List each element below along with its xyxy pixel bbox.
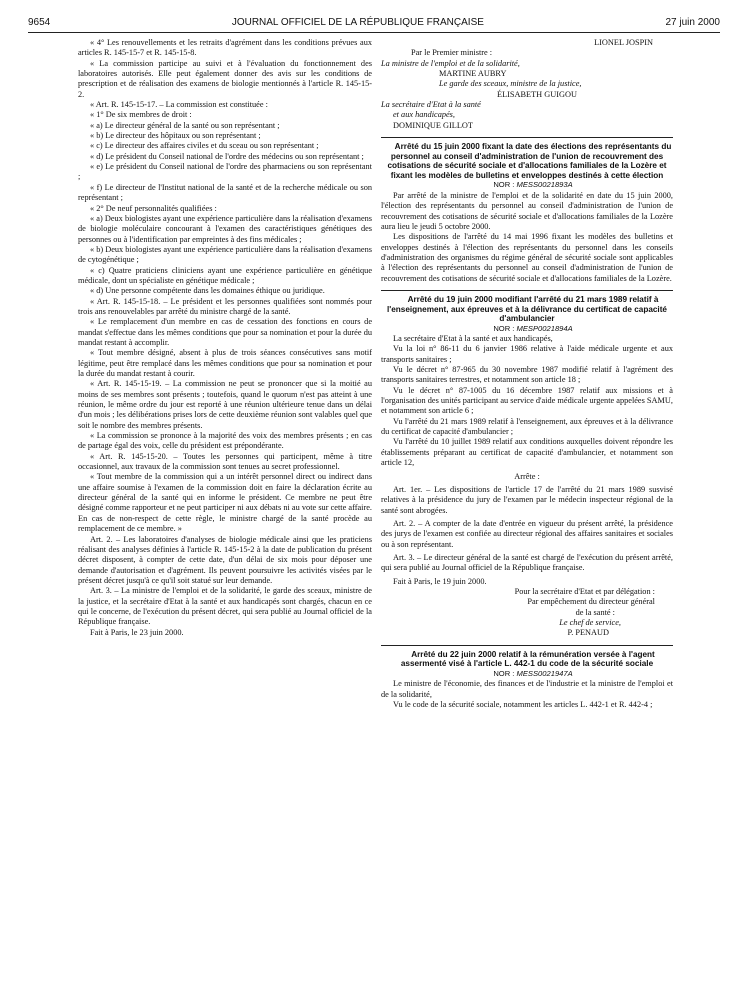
nor-reference: [381, 180, 673, 190]
paragraph: « c) Quatre praticiens cliniciens ayant une expérience particulière en génétique médicale, dont un spécialiste en génétique médicale ;: [78, 265, 372, 285]
paragraph: Vu l'arrêté du 10 juillet 1989 relatif aux conditions auxquelles doivent répondre les établissements préparant au certificat de capacité d'ambulancier, et notamment son article 12,: [381, 437, 673, 468]
minister-name: MARTINE AUBRY: [439, 69, 507, 79]
left-column: [78, 38, 372, 638]
paragraph: « Art. R. 145-15-19. – La commission ne peut se prononcer que si la moitié au moins de ses membres sont présents ; toutefois, quand le quorum n'est pas atteint à une réunion, le même ordre du jour est reporté à une réunion ultérieure tenue dans un délai d'un mois ; les délibérations prises lors de cette deuxième réunion sont valables quel que soit le nombre des membres présents.: [78, 379, 372, 430]
page-number: 9654: [28, 16, 51, 28]
paragraph: « Art. R. 145-15-17. – La commission est constituée :: [90, 100, 268, 110]
section-title: Arrêté du 22 juin 2000 relatif à la rémunération versée à l'agent assermenté visé à l'article L. 442-1 du code de la sécurité sociale: [400, 649, 655, 669]
nor-label: NOR :: [493, 180, 517, 190]
nor-code: MESS0021947A: [516, 668, 573, 678]
nor-reference: [381, 324, 673, 334]
paragraph: « Tout membre de la commission qui a un intérêt personnel direct ou indirect dans une affaire soumise à l'examen de la commission doit en faire la déclaration écrite au directeur général de la santé qui en informe le président. Ce membre ne peut être désigné comme rapporteur et ne peut participer ni aux débats ni au vote sur cette affaire. En cas de non-respect de cette règle, le ministre chargé de la santé procède au remplacement de ce membre. »: [78, 472, 372, 534]
signature-line: de la santé :: [575, 607, 615, 617]
paragraph: Fait à Paris, le 19 juin 2000.: [393, 576, 487, 586]
paragraph: « e) Le président du Conseil national de l'ordre des pharmaciens ou son représentant ;: [78, 162, 372, 182]
pm-line: Par le Premier ministre :: [411, 48, 493, 58]
nor-label: NOR :: [493, 323, 517, 333]
paragraph: Vu le décret n° 87-965 du 30 novembre 1987 modifié relatif à l'agrément des transports sanitaires terrestres, et notamment son article 18 ;: [381, 365, 673, 385]
right-column: [381, 38, 673, 710]
minister-title: Le garde des sceaux, ministre de la justice,: [439, 79, 582, 89]
decree-section: [381, 137, 673, 284]
paragraph: Fait à Paris, le 23 juin 2000.: [90, 627, 184, 637]
nor-code: MESS0021893A: [516, 180, 573, 190]
minister-name: DOMINIQUE GILLOT: [393, 120, 473, 130]
paragraph: La secrétaire d'Etat à la santé et aux handicapés,: [393, 334, 553, 344]
paragraph: « Art. R. 145-15-20. – Toutes les personnes qui participent, même à titre occasionnel, aux travaux de la commission sont tenues au secret professionnel.: [78, 451, 372, 472]
paragraph: Par arrêté de la ministre de l'emploi et de la solidarité en date du 15 juin 2000, l'élection des représentants du personnel au conseil d'administration de l'union de recouvrement des cotisations de sécurité sociale et d'allocations familiales de la Lozère aura lieu le jeudi 5 octobre 2000.: [381, 190, 673, 231]
signature-line: Le chef de service,: [559, 617, 621, 627]
paragraph: « Le remplacement d'un membre en cas de cessation des fonctions en cours de mandat s'effectue dans les mêmes conditions que pour sa nomination et pour la durée du mandat restant à accomplir.: [78, 317, 372, 347]
header-rule: [28, 32, 720, 33]
paragraph: « c) Le directeur des affaires civiles et du sceau ou son représentant ;: [90, 141, 319, 151]
paragraph: « 4° Les renouvellements et les retraits d'agrément dans les conditions prévues aux articles R. 145-15-7 et R. 145-15-8.: [78, 38, 372, 58]
paragraph: « a) Le directeur général de la santé ou son représentant ;: [90, 120, 280, 130]
arrete-heading: Arrête :: [514, 471, 540, 481]
signature-block: [381, 38, 673, 131]
paragraph: Vu la loi n° 86-11 du 6 janvier 1986 relative à l'aide médicale urgente et aux transports sanitaires ;: [381, 344, 673, 364]
paragraph: « b) Le directeur des hôpitaux ou son représentant ;: [90, 131, 261, 141]
nor-reference: [381, 669, 673, 679]
paragraph: Les dispositions de l'arrêté du 14 mai 1996 fixant les modèles des bulletins et enveloppes destinés à l'élection des représentants du personnel dans les conseils d'administration des organismes du régime général de sécurité sociale sont applicables à l'élection des représentants du personnel au conseil d'administration de l'union de recouvrement des cotisations de sécurité sociale et d'allocations familiales de la Lozère.: [381, 232, 673, 283]
page-header: [28, 14, 720, 30]
minister-name: ÉLISABETH GUIGOU: [497, 89, 577, 99]
paragraph: « d) Une personne compétente dans les domaines éthique ou juridique.: [90, 286, 325, 296]
paragraph: Vu le code de la sécurité sociale, notamment les articles L. 442-1 et R. 442-4 ;: [393, 699, 653, 709]
issue-date: 27 juin 2000: [665, 16, 720, 28]
paragraph: Art. 3. – La ministre de l'emploi et de la solidarité, le garde des sceaux, ministre de la justice, et la secrétaire d'Etat à la santé et aux handicapés sont chargés, chacun en ce qui le concerne, de l'exécution du présent décret, qui sera publié au Journal officiel de la République française.: [78, 586, 372, 627]
section-signature: [381, 587, 673, 639]
paragraph: « 2° De neuf personnalités qualifiées :: [90, 203, 217, 213]
journal-title: JOURNAL OFFICIEL DE LA RÉPUBLIQUE FRANÇAISE: [231, 16, 484, 28]
paragraph: « a) Deux biologistes ayant une expérience particulière dans la réalisation d'examens de biologie moléculaire concourant à l'examen des caractéristiques génétiques des personnes ou à l'identification par empreintes à des fins médicales ;: [78, 213, 372, 244]
pm-name: LIONEL JOSPIN: [594, 38, 653, 47]
paragraph: Le ministre de l'économie, des finances et de l'industrie et la ministre de l'emploi et de la solidarité,: [381, 679, 673, 699]
nor-label: NOR :: [493, 668, 517, 678]
paragraph: Vu l'arrêté du 21 mars 1989 relatif à l'enseignement, aux épreuves et à la délivrance du certificat de capacité d'ambulancier ;: [381, 416, 673, 437]
paragraph: « Art. R. 145-15-18. – Le président et les personnes qualifiées sont nommés pour trois ans renouvelables par arrêté du ministre chargé de la santé.: [78, 296, 372, 316]
paragraph: « La commission se prononce à la majorité des voix des membres présents ; en cas de partage égal des voix, celle du président est prépondérante.: [78, 431, 372, 451]
paragraph: « 1° De six membres de droit :: [90, 110, 192, 120]
paragraph: « b) Deux biologistes ayant une expérience particulière dans la réalisation d'examens de cytogénétique ;: [78, 244, 372, 265]
minister-title: La secrétaire d'Etat à la santé: [381, 100, 481, 110]
minister-title: La ministre de l'emploi et de la solidarité,: [381, 58, 520, 68]
paragraph: Art. 2. – Les laboratoires d'analyses de biologie médicale ainsi que les praticiens réalisant des analyses définies à l'article R. 145-15-2 à la date de publication du présent décret disposent, à compter de cette date, d'un délai de six mois pour déposer une demande d'autorisation et d'agrément. Ils peuvent poursuivre les activités visées par le présent décret jusqu'à ce qu'il soit statué sur leur demande.: [78, 534, 372, 585]
paragraph: Art. 2. – A compter de la date d'entrée en vigueur du présent arrêté, la présidence des jurys de l'examen est confiée au directeur régional des affaires sanitaires et sociales ou à son représentant.: [381, 518, 673, 549]
decree-section: [381, 645, 673, 711]
paragraph: Art. 1er. – Les dispositions de l'article 17 de l'arrêté du 21 mars 1989 susvisé relatives à la présidence du jury de l'examen par le médecin inspecteur régional de la santé sont abrogées.: [381, 484, 673, 515]
minister-title: et aux handicapés,: [393, 110, 455, 120]
paragraph: « f) Le directeur de l'Institut national de la santé et de la recherche médicale ou son représentant ;: [78, 182, 372, 203]
nor-code: MESP0021894A: [516, 323, 573, 333]
section-title: Arrêté du 15 juin 2000 fixant la date des élections des représentants du personnel au conseil d'administration de l'union de recouvrement des cotisations de sécurité sociale et d'allocations familiales de la Lozère et fixant les modèles de bulletins et enveloppes destinés à cette élection: [387, 142, 672, 180]
paragraph: Vu le décret n° 87-1005 du 16 décembre 1987 relatif aux missions et à l'organisation des unités participant au service d'aide médicale urgente appelées SAMU, et notamment son article 6 ;: [381, 385, 673, 416]
signature-name: P. PENAUD: [567, 628, 609, 638]
paragraph: « Tout membre désigné, absent à plus de trois séances consécutives sans motif légitime, peut être remplacé dans les mêmes conditions que pour sa nomination et pour la durée du mandat restant à courir.: [78, 348, 372, 378]
paragraph: « d) Le président du Conseil national de l'ordre des médecins ou son représentant ;: [90, 151, 364, 161]
signature-line: Par empêchement du directeur général: [527, 597, 655, 607]
decree-section: [381, 290, 673, 639]
signature-line: Pour la secrétaire d'Etat et par délégation :: [514, 586, 655, 596]
paragraph: « La commission participe au suivi et à l'évaluation du fonctionnement des laboratoires autorisés. Elle peut également donner des avis sur les conditions de prescription et de réalisation des examens de biologie mentionnés à l'article R. 145-15-2.: [78, 58, 372, 99]
section-title: Arrêté du 19 juin 2000 modifiant l'arrêté du 21 mars 1989 relatif à l'enseignement, aux épreuves et à la délivrance du certificat de capacité d'ambulancier: [387, 294, 667, 324]
paragraph: Art. 3. – Le directeur général de la santé est chargé de l'exécution du présent arrêté, qui sera publié au Journal officiel de la République française.: [381, 552, 673, 573]
